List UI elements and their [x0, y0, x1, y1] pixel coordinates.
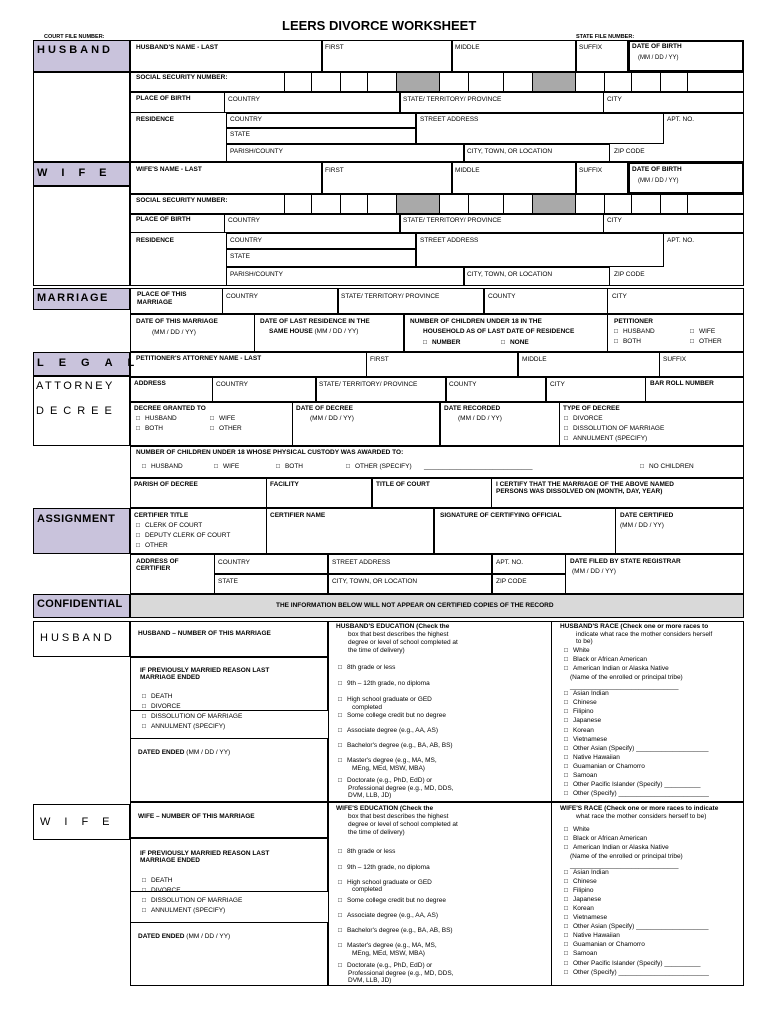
h-prev-death-checkbox[interactable]: □ DEATH [142, 693, 173, 701]
w-race-korean-checkbox[interactable]: □ Korean [564, 905, 594, 913]
w-race-samoan-checkbox[interactable]: □ Samoan [564, 950, 597, 958]
w-race-guamanian-checkbox[interactable]: □ Guamanian or Chamorro [564, 941, 645, 949]
type-annulment-checkbox[interactable]: □ ANNULMENT (SPECIFY) [564, 435, 647, 443]
husband-dated-ended-field[interactable] [130, 738, 328, 802]
husband-ssn-digit-5[interactable] [468, 72, 504, 92]
decree-other-checkbox[interactable]: □ OTHER [210, 425, 242, 433]
legal-section-label: LEGAL [37, 357, 150, 369]
wife-res-state-field[interactable] [226, 249, 416, 267]
form-title: LEERS DIVORCE WORKSHEET [282, 18, 477, 33]
custody-no-children-checkbox[interactable]: □ NO CHILDREN [640, 463, 694, 471]
h-edu-master-checkbox[interactable]: □ Master's degree (e.g., MA, MS, [338, 757, 437, 765]
wife-ssn-separator-2 [532, 194, 576, 214]
w-race-black-checkbox[interactable]: □ Black or African American [564, 835, 647, 843]
w-edu-doctorate-checkbox[interactable]: □ Doctorate (e.g., PhD, EdD) or [338, 962, 432, 970]
custody-both-checkbox[interactable]: □ BOTH [276, 463, 303, 471]
custody-husband-checkbox[interactable]: □ HUSBAND [142, 463, 183, 471]
h-prev-divorce-checkbox[interactable]: □ DIVORCE [142, 703, 181, 711]
court-file-number-label: COURT FILE NUMBER: [44, 34, 105, 40]
husband-number-marriage-field[interactable] [130, 621, 328, 657]
w-race-native-checkbox[interactable]: □ American Indian or Alaska Native [564, 844, 669, 852]
h-race-other-pacific-checkbox[interactable]: □ Other Pacific Islander (Specify) __________ [564, 781, 700, 789]
custody-other-checkbox[interactable]: □ OTHER (SPECIFY) [346, 463, 412, 471]
wife-ssn-digit-1[interactable] [284, 194, 312, 214]
attorney-section-label: ATTORNEY [36, 380, 115, 392]
h-prev-dissolution-checkbox[interactable]: □ DISSOLUTION OF MARRIAGE [142, 713, 242, 721]
w-edu-associate-checkbox[interactable]: □ Associate degree (e.g., AA, AS) [338, 912, 438, 920]
certifier-other-checkbox[interactable]: □ OTHER [136, 542, 168, 550]
h-edu-somecollege-checkbox[interactable]: □ Some college credit but no degree [338, 712, 446, 720]
wife-ssn-separator-1 [396, 194, 440, 214]
conf-husband-label: HUSBAND [40, 632, 115, 644]
wife-ssn-digit-5[interactable] [468, 194, 504, 214]
h-race-native-checkbox[interactable]: □ American Indian or Alaska Native [564, 665, 669, 673]
h-edu-9th-checkbox[interactable]: □ 9th – 12th grade, no diploma [338, 680, 430, 688]
wife-ssn-digit-7[interactable] [604, 194, 632, 214]
h-race-hawaiian-checkbox[interactable]: □ Native Hawaiian [564, 754, 620, 762]
husband-ssn-separator-2 [532, 72, 576, 92]
w-edu-8th-checkbox[interactable]: □ 8th grade or less [338, 848, 395, 856]
h-race-guamanian-checkbox[interactable]: □ Guamanian or Chamorro [564, 763, 645, 771]
petitioner-other-checkbox[interactable]: □ OTHER [690, 338, 722, 346]
w-race-asian-indian-checkbox[interactable]: □ Asian Indian [564, 869, 609, 877]
w-race-japanese-checkbox[interactable]: □ Japanese [564, 896, 601, 904]
confidential-notice: THE INFORMATION BELOW WILL NOT APPEAR ON CERTIFIED COPIES OF THE RECORD [276, 602, 554, 609]
wife-ssn-digit-3[interactable] [340, 194, 368, 214]
bar-roll-number-label: BAR ROLL NUMBER [650, 380, 714, 387]
h-race-white-checkbox[interactable]: □ White [564, 647, 590, 655]
h-race-filipino-checkbox[interactable]: □ Filipino [564, 708, 594, 716]
type-dissolution-checkbox[interactable]: □ DISSOLUTION OF MARRIAGE [564, 425, 664, 433]
marriage-country-field[interactable] [222, 288, 338, 314]
w-edu-hs-checkbox[interactable]: □ High school graduate or GED [338, 879, 432, 887]
state-file-number-label: STATE FILE NUMBER: [576, 34, 635, 40]
decree-section-label: DECREE [36, 405, 118, 417]
husband-left-blank [33, 72, 130, 162]
w-race-other-asian-checkbox[interactable]: □ Other Asian (Specify) ____________________ [564, 923, 708, 931]
w-race-filipino-checkbox[interactable]: □ Filipino [564, 887, 594, 895]
petitioner-wife-checkbox[interactable]: □ WIFE [690, 328, 715, 336]
wife-ssn-digit-9[interactable] [660, 194, 688, 214]
h-edu-hs-checkbox[interactable]: □ High school graduate or GED [338, 696, 432, 704]
h-race-other-asian-checkbox[interactable]: □ Other Asian (Specify) ____________________ [564, 745, 708, 753]
h-prev-annulment-checkbox[interactable]: □ ANNULMENT (SPECIFY) [142, 723, 225, 731]
w-race-vietnamese-checkbox[interactable]: □ Vietnamese [564, 914, 607, 922]
h-race-samoan-checkbox[interactable]: □ Samoan [564, 772, 597, 780]
h-edu-bachelor-checkbox[interactable]: □ Bachelor's degree (e.g., BA, AB, BS) [338, 742, 453, 750]
w-edu-9th-checkbox[interactable]: □ 9th – 12th grade, no diploma [338, 864, 430, 872]
w-prev-dissolution-checkbox[interactable]: □ DISSOLUTION OF MARRIAGE [142, 897, 242, 905]
w-edu-master-checkbox[interactable]: □ Master's degree (e.g., MA, MS, [338, 942, 437, 950]
children-number-checkbox[interactable]: □ NUMBER [423, 339, 460, 347]
husband-ssn-digit-1[interactable] [284, 72, 312, 92]
w-race-white-checkbox[interactable]: □ White [564, 826, 590, 834]
h-race-black-checkbox[interactable]: □ Black or African American [564, 656, 647, 664]
petitioner-both-checkbox[interactable]: □ BOTH [614, 338, 641, 346]
wife-dated-ended-field[interactable] [130, 922, 328, 986]
children-none-checkbox[interactable]: □ NONE [501, 339, 529, 347]
decree-husband-checkbox[interactable]: □ HUSBAND [136, 415, 177, 423]
h-edu-doctorate-checkbox[interactable]: □ Doctorate (e.g., PhD, EdD) or [338, 777, 432, 785]
w-race-other-pacific-checkbox[interactable]: □ Other Pacific Islander (Specify) __________ [564, 960, 700, 968]
marriage-state-field[interactable] [338, 288, 484, 314]
custody-wife-checkbox[interactable]: □ WIFE [214, 463, 239, 471]
h-race-korean-checkbox[interactable]: □ Korean [564, 727, 594, 735]
husband-ssn-digit-3[interactable] [340, 72, 368, 92]
w-race-hawaiian-checkbox[interactable]: □ Native Hawaiian [564, 932, 620, 940]
decree-both-checkbox[interactable]: □ BOTH [136, 425, 163, 433]
husband-res-state-field[interactable] [226, 128, 416, 144]
w-edu-somecollege-checkbox[interactable]: □ Some college credit but no degree [338, 897, 446, 905]
h-race-other-checkbox[interactable]: □ Other (Specify) _________________________ [564, 790, 709, 798]
petitioner-husband-checkbox[interactable]: □ HUSBAND [614, 328, 655, 336]
marriage-county-field[interactable] [484, 288, 608, 314]
custody-other-line: ______________________________ [424, 463, 533, 470]
husband-ssn-digit-7[interactable] [604, 72, 632, 92]
w-edu-bachelor-checkbox[interactable]: □ Bachelor's degree (e.g., BA, AB, BS) [338, 927, 453, 935]
worksheet-page: LEERS DIVORCE WORKSHEET COURT FILE NUMBER: STATE FILE NUMBER: HUSBAND HUSBAND'S NAME - LAST FIRST MIDDLE SUFFIX DATE OF BIRTH (MM / DD / YY) SOCIAL SECURITY NUMBER: PLACE OF BIRTH COUNTRY STATE/ TERRITORY/ PROVINCE CITY RESIDENCE COUNTRY STREET ADDRESS APT. NO. STATE PARISH/COUNTY CITY, TOWN, OR LOCATION ZIP CODE WIFE WIFE'S NAME - LAST FIRST MIDDLE SUFFIX DATE OF BIRTH (MM / DD / YY) SOCIAL SECURITY NUMBER: PLACE OF BIRTH COUNTRY STATE/ TERRITORY/ PROVINCE CITY RESIDENCE COUNTRY STREET ADDRESS APT. NO. STATE PARISH/COUNTY CITY, TOWN, OR LOCATION ZIP CODE MARRIAGE PLACE OF THIS MARRIAGE COUNTRY STATE/ TERRITORY/ PROVINCE COUNTY CITY DATE OF THIS MARRIAGE (MM / DD / YY) DATE OF LAST RESIDENCE IN THE SAME HOUSE (MM / DD / YY) NUMBER OF CHILDREN UNDER 18 IN THE HOUSEHOLD AS OF LAST DATE OF RESIDENCE □ NUMBER □ NONE PETITIONER □ HUSBAND □ WIFE □ BOTH □ OTHER LEGAL ATTORNEY DECREE PETITIONER'S ATTORNEY NAME - LAST FIRST MIDDLE SUFFIX ADDRESS COUNTRY STATE/ TERRITORY/ PROVINCE COUNTY CITY BAR ROLL NUMBER DECREE GRANTED TO □ HUSBAND □ WIFE □ BOTH □ OTHER DATE OF DECREE (MM / DD / YY) DATE RECORDED (MM / DD / YY) TYPE OF DECREE □ DIVORCE □ DISSOLUTION OF MARRIAGE □ ANNULMENT (SPECIFY) NUMBER OF CHILDREN UNDER 18 WHOSE PHYSICAL CUSTODY WAS AWARDED TO: □ HUSBAND □ WIFE □ BOTH □ OTHER (SPECIFY) ______________________________ □ NO CHILDREN PARISH OF DECREE FACILITY TITLE OF COURT I CERTIFY THAT THE MARRIAGE OF THE ABOVE NAMED PERSONS WAS DISSOLVED ON (MONTH, DAY, YEAR) ASSIGNMENT CERTIFIER TITLE □ CLERK OF COURT □ DEPUTY CLERK OF COURT □ OTHER CERTIFIER NAME SIGNATURE OF CERTIFYING OFFICIAL DATE CERTIFIED (MM / DD / YY) ADDRESS OF CERTIFIER COUNTRY STATE STREET ADDRESS CITY, TOWN, OR LOCATION APT. NO. ZIP CODE DATE FILED BY STATE REGISTRAR (MM / DD / YY) CONFIDENTIAL THE INFORMATION BELOW WILL NOT APPEAR ON CERTIFIED COPIES OF THE RECORD HUSBAND HUSBAND – NUMBER OF THIS MARRIAGE IF PREVIOUSLY MARRIED REASON LAST MARRIAGE ENDED □ DEATH □ DIVORCE □ DISSOLUTION OF MARRIAGE □ ANNULMENT (SPECIFY) DATED ENDED (MM / DD / YY) HUSBAND'S EDUCATION (Check the box that best describes the highest degree or level of school completed at the time of delivery) □ 8th grade or less □ 9th – 12th grade, no diploma □ High school graduate or GED completed □ Some college credit but no degree □ Associate degree (e.g., AA, AS) □ Bachelor's degree (e.g., BA, AB, BS) □ Master's degree (e.g., MA, MS, MEng, MEd, MSW, MBA) □ Doctorate (e.g., PhD, EdD) or Professional degree (e.g., MD, DDS, DVM, LLB, JD) HUSBAND'S RACE (Check one or more races to indicate what race the mother considers herself to be) □ White □ Black or African American □ American Indian or Alaska Native (Name of the enrolled or principal tribe) ______________________________ □ Asian Indian □ Chinese □ Filipino □ Japanese □ Korean □ Vietnamese □ Other Asian (Specify) ____________________ □ Native Hawaiian □ Guamanian or Chamorro □ Samoan □ Other Pacific Islander (Specify) __________ □ Other (Specify) _________________________ WIFE WIFE – NUMBER OF THIS MARRIAGE IF PREVIOUSLY MARRIED REASON LAST MARRIAGE ENDED □ DEATH □ DIVORCE □ DISSOLUTION OF MARRIAGE □ ANNULMENT (SPECIFY) DATED ENDED (MM / DD / YY) WIFE'S EDUCATION (Check the box that best describes the highest degree or level of school completed at the time of delivery) □ 8th grade or less □ 9th – 12th grade, no diploma □ High school graduate or GED completed □ Some college credit but no degree □ Associate degree (e.g., AA, AS) □ Bachelor's degree (e.g., BA, AB, BS) □ Master's degree (e.g., MA, MS, MEng, MEd, MSW, MBA) □ Doctorate (e.g., PhD, EdD) or Professional degree (e.g., MD, DDS, DVM, LLB, JD) WIFE'S RACE (Check one or more races to indicate what race the mother considers herself to be) □ White □ Black or African American □ American Indian or Alaska Native (Name of the enrolled or principal tribe) ______________________________ □ Asian Indian □ Chinese □ Filipino □ Japanese □ Korean □ Vietnamese □ Other Asian (Specify) ____________________ □ Native Hawaiian □ Guamanian or Chamorro □ Samoan □ Other Pacific Islander (Specify) __________ □ Other (Specify) _________________________ [0, 0, 768, 1024]
h-race-chinese-checkbox[interactable]: □ Chinese [564, 699, 597, 707]
w-race-chinese-checkbox[interactable]: □ Chinese [564, 878, 597, 886]
w-prev-death-checkbox[interactable]: □ DEATH [142, 877, 173, 885]
h-edu-8th-checkbox[interactable]: □ 8th grade or less [338, 664, 395, 672]
h-race-vietnamese-checkbox[interactable]: □ Vietnamese [564, 736, 607, 744]
confidential-section-label: CONFIDENTIAL [37, 598, 123, 610]
husband-section-label: HUSBAND [37, 44, 113, 56]
clerk-of-court-checkbox[interactable]: □ CLERK OF COURT [136, 522, 202, 530]
conf-wife-label: WIFE [40, 816, 124, 828]
wife-left-blank [33, 186, 130, 286]
husband-ssn-digit-9[interactable] [660, 72, 688, 92]
wife-section-label: WIFE [37, 167, 121, 179]
marriage-section-label: MARRIAGE [37, 292, 109, 304]
husband-ssn-separator-1 [396, 72, 440, 92]
w-race-other-checkbox[interactable]: □ Other (Specify) _________________________ [564, 969, 709, 977]
assignment-section-label: ASSIGNMENT [37, 513, 116, 525]
deputy-clerk-checkbox[interactable]: □ DEPUTY CLERK OF COURT [136, 532, 230, 540]
type-divorce-checkbox[interactable]: □ DIVORCE [564, 415, 603, 423]
h-race-asian-indian-checkbox[interactable]: □ Asian Indian [564, 690, 609, 698]
decree-wife-checkbox[interactable]: □ WIFE [210, 415, 235, 423]
h-race-japanese-checkbox[interactable]: □ Japanese [564, 717, 601, 725]
w-prev-divorce-checkbox[interactable]: □ DIVORCE [142, 887, 181, 895]
h-edu-associate-checkbox[interactable]: □ Associate degree (e.g., AA, AS) [338, 727, 438, 735]
w-prev-annulment-checkbox[interactable]: □ ANNULMENT (SPECIFY) [142, 907, 225, 915]
